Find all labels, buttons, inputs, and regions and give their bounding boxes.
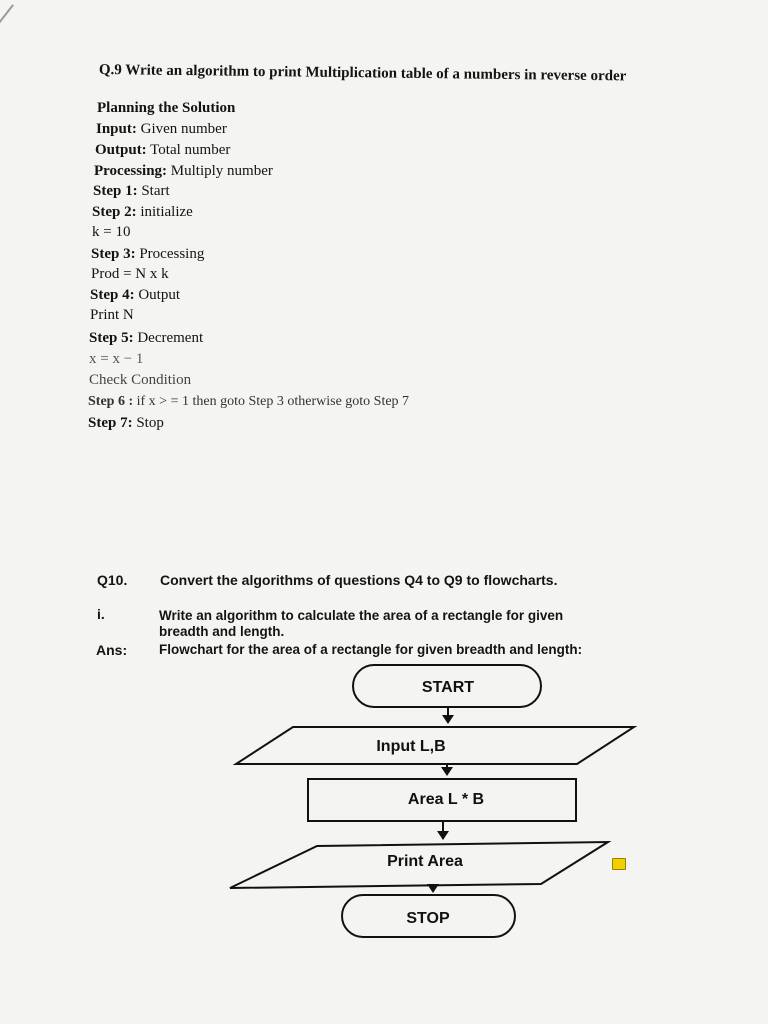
- arrowhead-4: [427, 884, 439, 893]
- ans-label: Ans:: [96, 642, 128, 658]
- arrowhead-1: [442, 715, 454, 724]
- flowchart-output-label: Print Area: [387, 853, 463, 870]
- item-i-line-2: breadth and length.: [159, 624, 285, 639]
- flowchart-process-label: Area L * B: [407, 791, 485, 808]
- step-3: Step 3: Processing: [91, 246, 205, 262]
- check-condition: Check Condition: [89, 372, 192, 388]
- question-10-number: Q10.: [97, 572, 128, 588]
- comment-note-icon[interactable]: [612, 858, 626, 870]
- flowchart-start-label: START: [421, 679, 475, 696]
- k-initialize: k = 10: [92, 224, 131, 240]
- item-i-number: i.: [97, 606, 105, 622]
- step-4: Step 4: Output: [90, 287, 181, 303]
- item-i-line-1: Write an algorithm to calculate the area of a rectangle for given: [159, 608, 564, 623]
- step-2: Step 2: initialize: [92, 204, 193, 220]
- prod-formula: Prod = N x k: [91, 266, 169, 282]
- planning-heading: Planning the Solution: [97, 100, 236, 116]
- step-7: Step 7: Stop: [88, 415, 164, 431]
- question-9-title: Q.9 Write an algorithm to print Multiplication table of a numbers in reverse order: [98, 62, 627, 85]
- input-line: Input: Given number: [96, 121, 227, 137]
- processing-line: Processing: Multiply number: [94, 163, 273, 179]
- flowchart-stop-label: STOP: [406, 910, 450, 927]
- step-1: Step 1: Start: [93, 183, 170, 199]
- question-10-text: Convert the algorithms of questions Q4 to Q9 to flowcharts.: [160, 572, 558, 588]
- ans-text: Flowchart for the area of a rectangle for given breadth and length:: [159, 642, 583, 657]
- arrowhead-2: [441, 767, 453, 776]
- step-6: Step 6 : if x > = 1 then goto Step 3 otherwise goto Step 7: [88, 394, 410, 409]
- print-n: Print N: [90, 307, 134, 323]
- output-line: Output: Total number: [95, 142, 231, 158]
- decrement-formula: x = x − 1: [89, 351, 144, 367]
- step-5: Step 5: Decrement: [89, 330, 204, 346]
- flowchart-input-label: Input L,B: [376, 738, 446, 755]
- arrowhead-3: [437, 831, 449, 840]
